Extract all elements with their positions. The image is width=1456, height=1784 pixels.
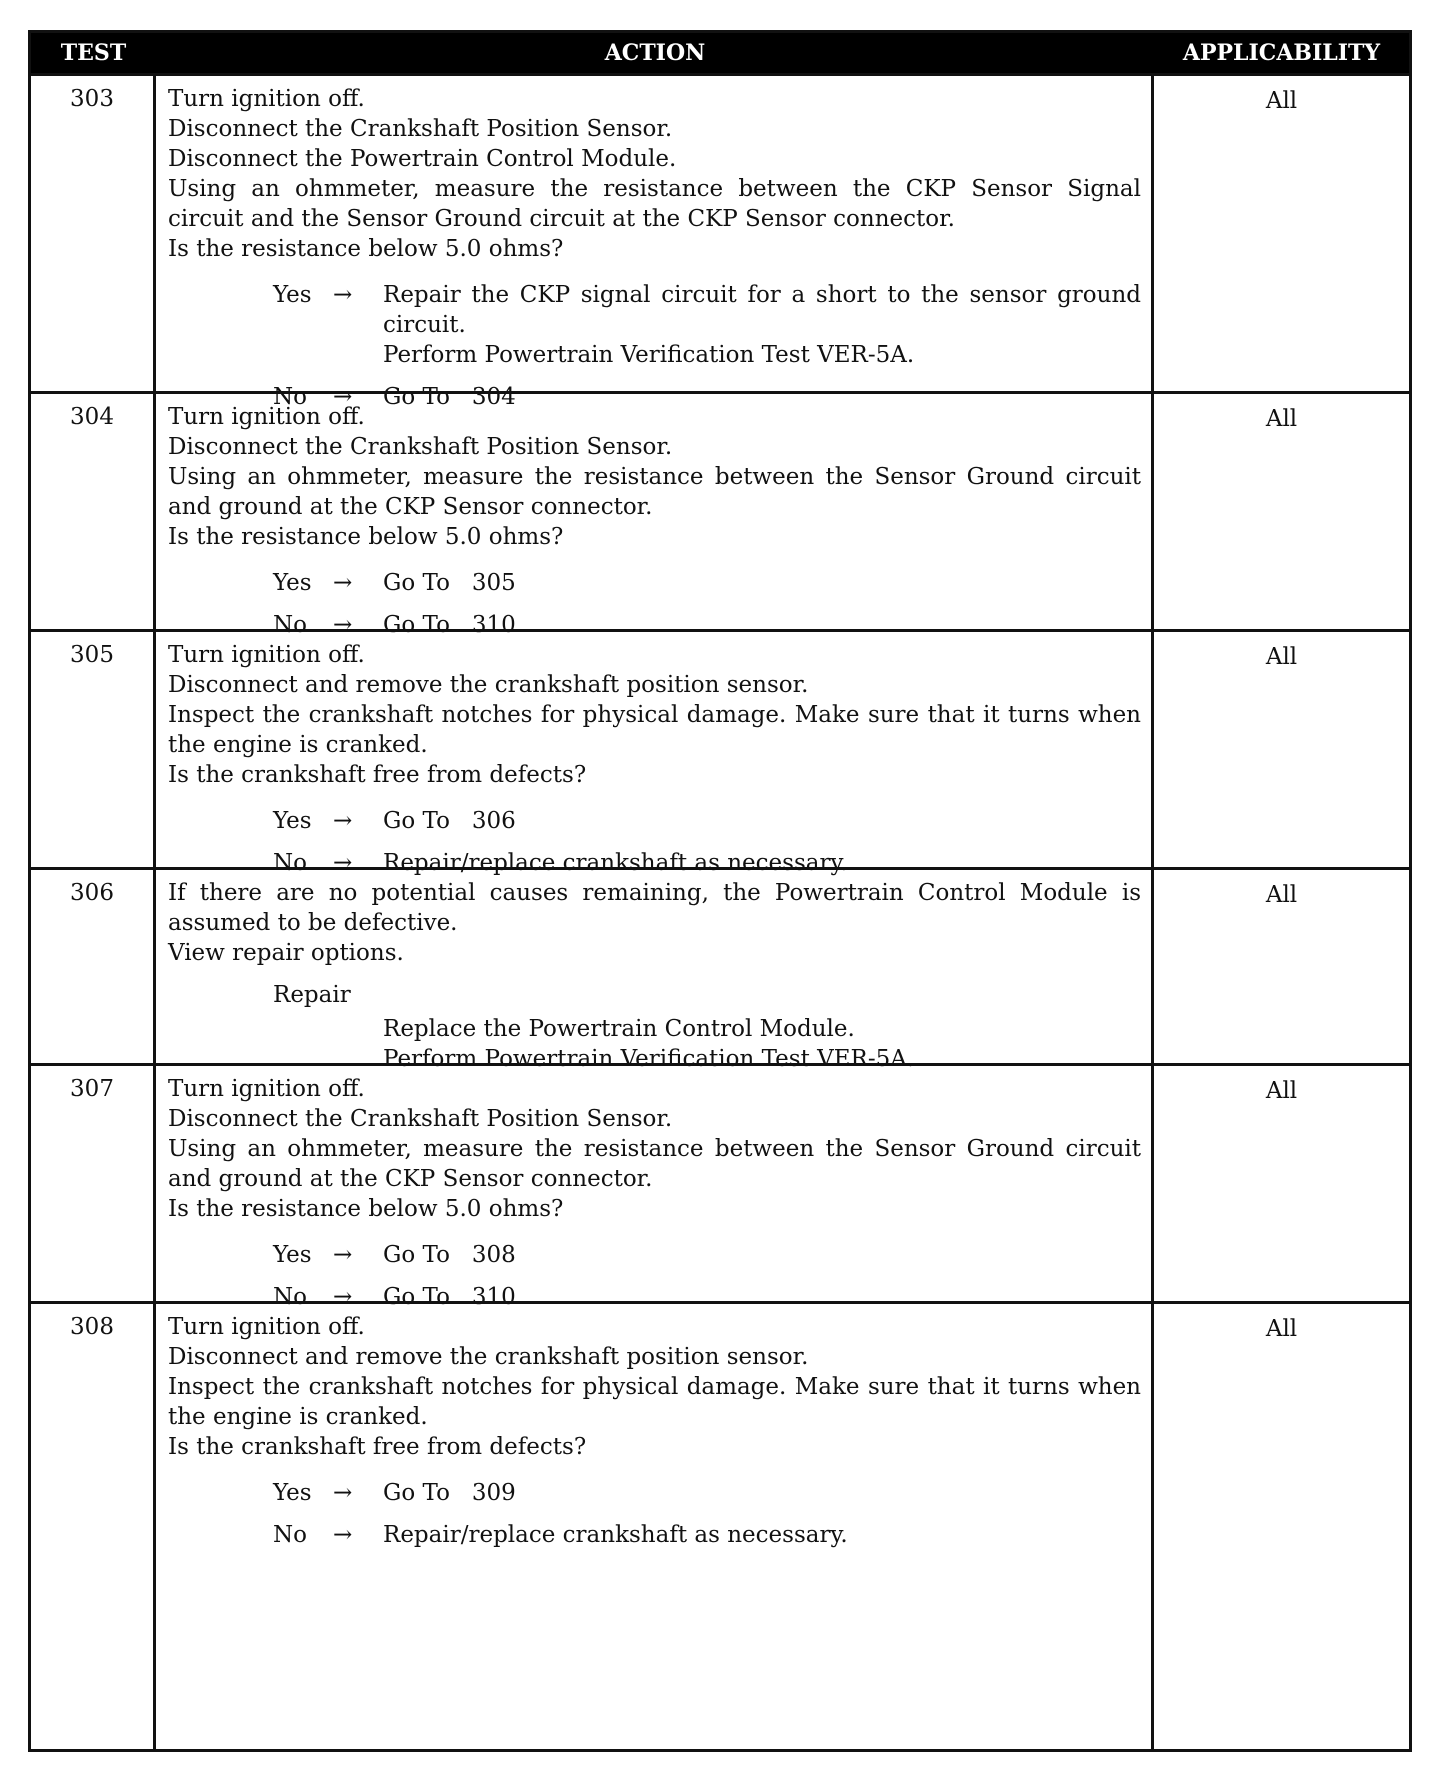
- action-line: Turn ignition off.: [168, 1076, 365, 1102]
- no-label: No: [273, 850, 307, 876]
- table-row: [31, 629, 1409, 876]
- action-cell: [156, 1304, 1154, 1749]
- yes-result: Go To 309: [383, 1480, 516, 1506]
- yes-option: [273, 280, 1141, 370]
- action-line: Inspect the crankshaft notches for physical damage. Make sure that it turns when the engine is cranked.: [168, 702, 1141, 758]
- arrow-icon: →: [333, 570, 353, 596]
- header-action: ACTION: [604, 40, 706, 66]
- action-line: Disconnect the Crankshaft Position Sensor.: [168, 1106, 673, 1132]
- no-result: Go To 310: [383, 1284, 516, 1310]
- action-line: Turn ignition off.: [168, 642, 365, 668]
- action-line: Is the crankshaft free from defects?: [168, 762, 587, 788]
- action-line: Disconnect and remove the crankshaft position sensor.: [168, 672, 809, 698]
- action-line: Is the resistance below 5.0 ohms?: [168, 1196, 564, 1222]
- action-line: Disconnect the Powertrain Control Module.: [168, 146, 677, 172]
- yes-label: Yes: [273, 1242, 312, 1268]
- yes-result: Go To 306: [383, 808, 516, 834]
- action-line: Is the resistance below 5.0 ohms?: [168, 236, 564, 262]
- applicability-cell: All: [1265, 88, 1298, 114]
- repair-line: Replace the Powertrain Control Module.: [383, 1016, 855, 1042]
- action-line: Turn ignition off.: [168, 1314, 365, 1340]
- repair-line: Perform Powertrain Verification Test VER-5A.: [383, 1046, 915, 1072]
- action-line: Turn ignition off.: [168, 86, 365, 112]
- yes-option: [273, 1240, 1141, 1270]
- no-label: No: [273, 1522, 307, 1548]
- yes-result: Go To 305: [383, 570, 516, 596]
- action-line: Using an ohmmeter, measure the resistance between the Sensor Ground circuit and ground at the CKP Sensor connector.: [168, 1136, 1141, 1192]
- action-cell: [156, 632, 1154, 876]
- table-row: [31, 867, 1409, 1072]
- yes-label: Yes: [273, 808, 312, 834]
- no-label: No: [273, 612, 307, 638]
- arrow-icon: →: [333, 808, 353, 834]
- table-row: [31, 391, 1409, 638]
- arrow-icon: →: [333, 282, 353, 308]
- no-label: No: [273, 1284, 307, 1310]
- no-result: Go To 310: [383, 612, 516, 638]
- arrow-icon: →: [333, 1284, 353, 1310]
- arrow-icon: →: [333, 1522, 353, 1548]
- header-applicability: APPLICABILITY: [1182, 40, 1381, 66]
- test-number: 306: [31, 870, 156, 1063]
- action-line: Is the crankshaft free from defects?: [168, 1434, 587, 1460]
- action-line: Disconnect and remove the crankshaft position sensor.: [168, 1344, 809, 1370]
- arrow-icon: →: [333, 850, 353, 876]
- no-label: No: [273, 384, 307, 410]
- table-row: [31, 1301, 1409, 1749]
- test-number: 308: [31, 1304, 156, 1749]
- action-cell: [156, 76, 1154, 410]
- applicability-cell: All: [1265, 644, 1298, 670]
- action-line: Turn ignition off.: [168, 404, 365, 430]
- table-row: [31, 73, 1409, 410]
- applicability-cell: All: [1265, 406, 1298, 432]
- repair-label: Repair: [273, 982, 351, 1008]
- table-row: [31, 1063, 1409, 1310]
- action-cell: [156, 1066, 1154, 1310]
- yes-label: Yes: [273, 282, 312, 308]
- test-number: 303: [31, 76, 156, 391]
- no-option: [273, 1520, 1141, 1550]
- action-cell: [156, 870, 1154, 1072]
- test-number: 307: [31, 1066, 156, 1301]
- action-cell: [156, 394, 1154, 638]
- action-line: Inspect the crankshaft notches for physical damage. Make sure that it turns when the engine is cranked.: [168, 1374, 1141, 1430]
- action-line: Using an ohmmeter, measure the resistance between the Sensor Ground circuit and ground at the CKP Sensor connector.: [168, 464, 1141, 520]
- applicability-cell: All: [1265, 1316, 1298, 1342]
- no-result: Repair/replace crankshaft as necessary.: [383, 1522, 848, 1548]
- test-number: 304: [31, 394, 156, 629]
- action-line: Disconnect the Crankshaft Position Sensor.: [168, 434, 673, 460]
- no-result: Go To 304: [383, 384, 516, 410]
- no-result: Repair/replace crankshaft as necessary.: [383, 850, 848, 876]
- yes-result: [383, 280, 1141, 370]
- action-line: View repair options.: [168, 940, 404, 966]
- yes-result: Go To 308: [383, 1242, 516, 1268]
- arrow-icon: →: [333, 1480, 353, 1506]
- diagnostic-table: [28, 30, 1412, 1752]
- header-test: TEST: [60, 40, 127, 66]
- yes-label: Yes: [273, 570, 312, 596]
- applicability-cell: All: [1265, 882, 1298, 908]
- result-line: Perform Powertrain Verification Test VER-5A.: [383, 342, 915, 368]
- action-line: Disconnect the Crankshaft Position Sensor.: [168, 116, 673, 142]
- arrow-icon: →: [333, 612, 353, 638]
- table-header: [31, 33, 1409, 73]
- yes-option: [273, 568, 1141, 598]
- yes-option: [273, 1478, 1141, 1508]
- test-number: 305: [31, 632, 156, 867]
- arrow-icon: →: [333, 384, 353, 410]
- action-line: Is the resistance below 5.0 ohms?: [168, 524, 564, 550]
- action-line: Using an ohmmeter, measure the resistance between the CKP Sensor Signal circuit and the Sensor Ground circuit at the CKP Sensor connector.: [168, 176, 1141, 232]
- yes-label: Yes: [273, 1480, 312, 1506]
- applicability-cell: All: [1265, 1078, 1298, 1104]
- result-line: Repair the CKP signal circuit for a short to the sensor ground circuit.: [383, 282, 1141, 338]
- repair-options: [273, 980, 1141, 1074]
- yes-option: [273, 806, 1141, 836]
- action-line: If there are no potential causes remaining, the Powertrain Control Module is assumed to be defective.: [168, 880, 1141, 936]
- arrow-icon: →: [333, 1242, 353, 1268]
